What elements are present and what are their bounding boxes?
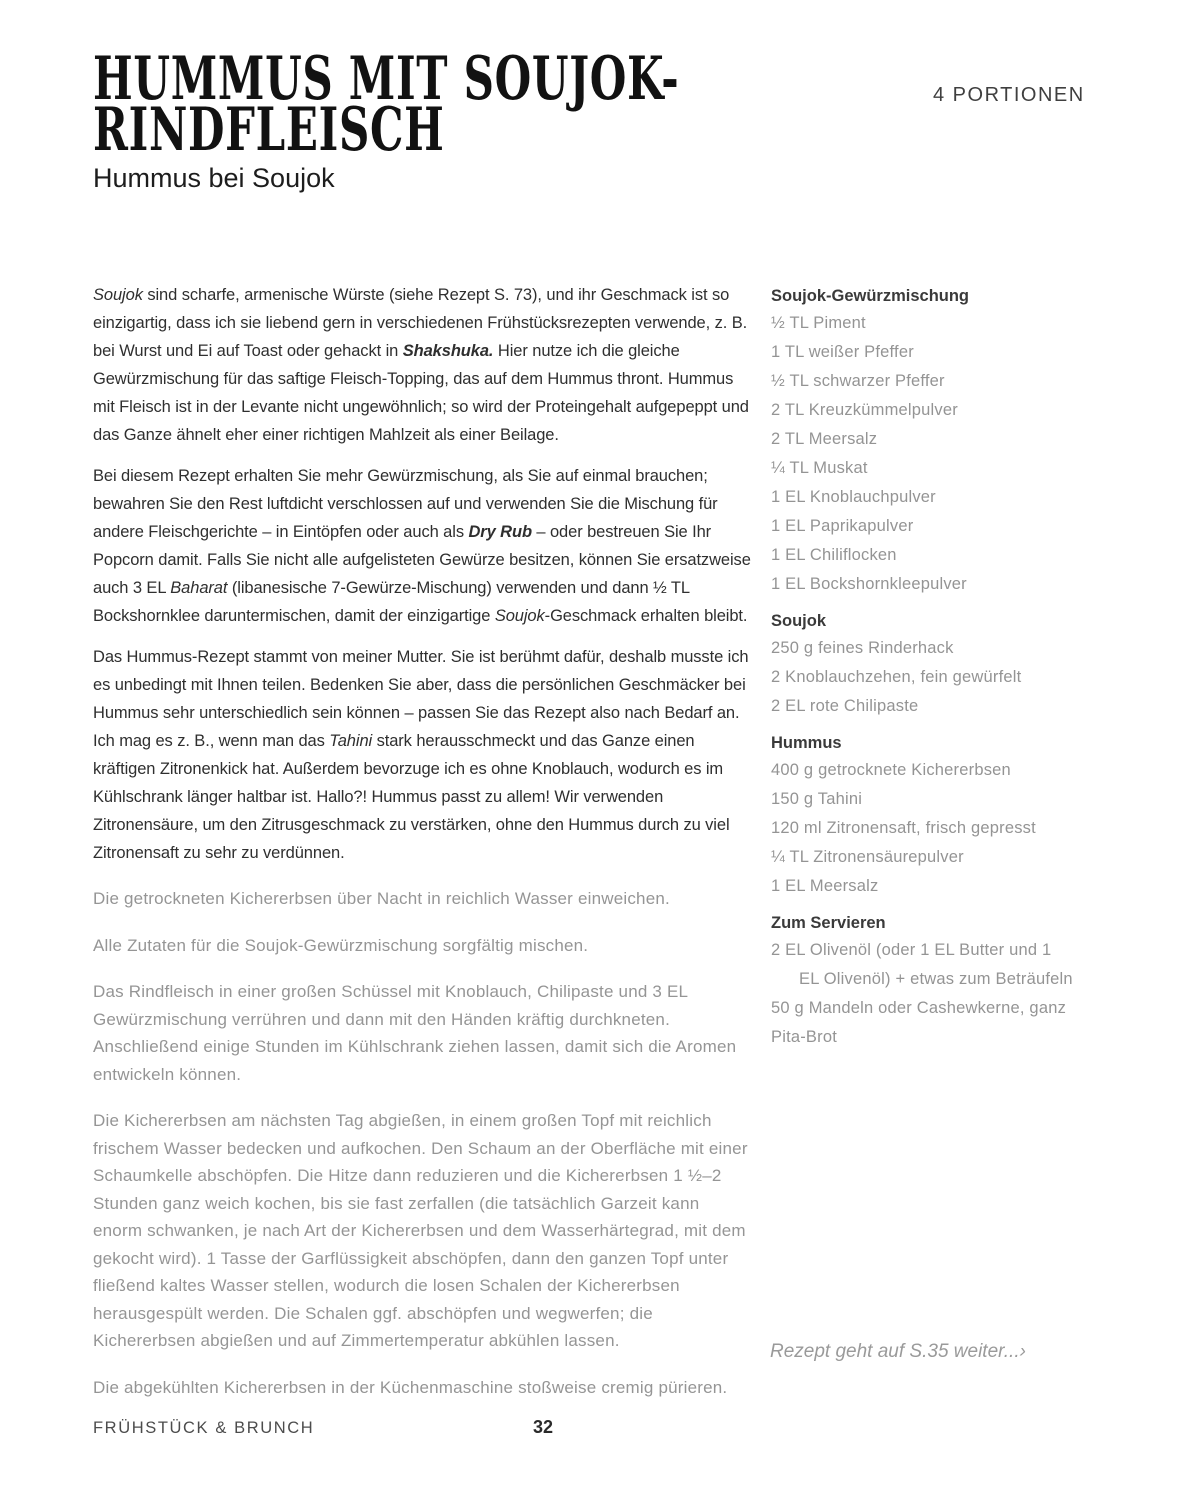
ingredient-item: 120 ml Zitronensaft, frisch gepresst <box>771 819 1036 837</box>
ingredient-item: 1 EL Chiliflocken <box>771 546 897 564</box>
ingredient-item: 1 EL Meersalz <box>771 877 879 895</box>
ingredient-section <box>771 730 1073 901</box>
ingredient-section <box>771 910 1073 1052</box>
recipe-title-line-2: RINDFLEISCH <box>93 95 445 165</box>
ingredient-item: 1 EL Knoblauchpulver <box>771 488 936 506</box>
recipe-subtitle: Hummus bei Soujok <box>93 163 335 193</box>
ingredient-item: 2 EL rote Chilipaste <box>771 697 919 715</box>
intro-paragraph: Soujok sind scharfe, armenische Würste (siehe Rezept S. 73), und ihr Geschmack ist so einzigartig, dass ich sie liebend gern in verschiedenen Frühstücksrezepten verwende, z. B. bei Wurst und Ei auf Toast oder gehackt in Shakshuka. Hier nutze ich die gleiche Gewürzmischung für das saftige Fleisch-Topping, das auf dem Hummus thront. Hummus mit Fleisch ist in der Levante nicht ungewöhnlich; so wird der Proteingehalt aufgepeppt und das Ganze ähnelt eher einer richtigen Mahlzeit als einer Beilage. <box>93 286 749 444</box>
ingredient-section-heading: Zum Servieren <box>771 914 886 932</box>
ingredient-item: 400 g getrocknete Kichererbsen <box>771 761 1011 779</box>
ingredient-item: 1 EL Paprikapulver <box>771 517 914 535</box>
page-number: 32 <box>533 1417 554 1437</box>
recipe-title <box>93 44 931 165</box>
instruction-paragraph: Das Rindfleisch in einer großen Schüssel mit Knoblauch, Chilipaste und 3 EL Gewürzmischung verrühren und dann mit den Händen kräftig durchkneten. Anschließend einige Stunden im Kühlschrank ziehen lassen, damit sich die Aromen entwickeln können. <box>93 982 737 1084</box>
ingredient-item: Pita-Brot <box>771 1028 837 1046</box>
ingredient-item: 2 EL Olivenöl (oder 1 EL Butter und 1 EL Olivenöl) + etwas zum Beträufeln <box>771 941 1073 988</box>
ingredients-column <box>771 283 1073 1061</box>
instruction-paragraph: Die abgekühlten Kichererbsen in der Küchenmaschine stoßweise cremig pürieren. <box>93 1377 728 1397</box>
ingredient-section-heading: Soujok <box>771 612 827 630</box>
body-column <box>93 281 753 1420</box>
ingredient-section-heading: Soujok-Gewürzmischung <box>771 287 970 305</box>
ingredient-item: ½ TL schwarzer Pfeffer <box>771 372 945 390</box>
ingredient-item: 2 TL Kreuzkümmelpulver <box>771 401 958 419</box>
page-header <box>93 44 931 193</box>
instruction-paragraphs <box>93 885 753 1401</box>
ingredient-item: ½ TL Piment <box>771 314 866 332</box>
ingredient-item: 1 TL weißer Pfeffer <box>771 343 914 361</box>
ingredient-item: 2 Knoblauchzehen, fein gewürfelt <box>771 668 1022 686</box>
continuation-note: Rezept geht auf S.35 weiter...› <box>770 1341 1026 1362</box>
ingredient-item: 250 g feines Rinderhack <box>771 639 954 657</box>
footer-section-label: FRÜHSTÜCK & BRUNCH <box>93 1419 315 1437</box>
intro-paragraph: Bei diesem Rezept erhalten Sie mehr Gewürzmischung, als Sie auf einmal brauchen; bewahren Sie den Rest luftdicht verschlossen auf und verwenden Sie die Mischung für andere Fleischgerichte – in Eintöpfen oder auch als Dry Rub – oder bestreuen Sie Ihr Popcorn damit. Falls Sie nicht alle aufgelisteten Gewürze besitzen, können Sie ersatzweise auch 3 EL Baharat (libanesische 7-Gewürze-Mischung) verwenden und dann ½ TL Bockshornklee daruntermischen, damit der einzigartige Soujok-Geschmack erhalten bleibt. <box>93 467 751 625</box>
ingredient-item: 150 g Tahini <box>771 790 863 808</box>
ingredient-section <box>771 283 1073 599</box>
intro-paragraphs <box>93 281 753 867</box>
ingredient-section-heading: Hummus <box>771 734 842 752</box>
instruction-paragraph: Die getrockneten Kichererbsen über Nacht in reichlich Wasser einweichen. <box>93 889 670 908</box>
ingredient-item: 50 g Mandeln oder Cashewkerne, ganz <box>771 999 1067 1017</box>
ingredient-item: ¼ TL Zitronensäurepulver <box>771 848 964 866</box>
ingredient-item: 2 TL Meersalz <box>771 430 878 448</box>
portions-label: 4 PORTIONEN <box>933 84 1085 106</box>
ingredient-section <box>771 608 1073 721</box>
instruction-paragraph: Alle Zutaten für die Soujok-Gewürzmischung sorgfältig mischen. <box>93 935 589 955</box>
instruction-paragraph: Die Kichererbsen am nächsten Tag abgießen, in einem großen Topf mit reichlich frischem Wasser bedecken und aufkochen. Den Schaum an der Oberfläche mit einer Schaumkelle abschöpfen. Die Hitze dann reduzieren und die Kichererbsen 1 ½–2 Stunden ganz weich kochen, bis sie fast zerfallen (die tatsächlich Garzeit kann enorm schwanken, je nach Art der Kichererbsen und dem Wasserhärtegrad, mit dem gekocht wird). 1 Tasse der Garflüssigkeit abschöpfen, dann den ganzen Topf unter fließend kaltes Wasser stellen, wodurch die losen Schalen der Kichererbsen herausgespült werden. Die Schalen ggf. abschöpfen und wegwerfen; die Kichererbsen abgießen und auf Zimmertemperatur abkühlen lassen. <box>93 1111 748 1350</box>
ingredient-item: ¼ TL Muskat <box>771 459 868 477</box>
recipe-title-line-1: HUMMUS MIT SOUJOK- <box>93 44 680 114</box>
intro-paragraph: Das Hummus-Rezept stammt von meiner Mutter. Sie ist berühmt dafür, deshalb musste ich es unbedingt mit Ihnen teilen. Bedenken Sie aber, dass die persönlichen Geschmäcker bei Hummus sehr unterschiedlich sein können – passen Sie das Rezept also nach Bedarf an. Ich mag es z. B., wenn man das Tahini stark herausschmeckt und das Ganze einen kräftigen Zitronenkick hat. Außerdem bevorzuge ich es ohne Knoblauch, wodurch es im Kühlschrank länger haltbar ist. Hallo?! Hummus passt zu allem! Wir verwenden Zitronensäure, um den Zitrusgeschmack zu verstärken, ohne den Hummus durch zu viel Zitronensaft zu sehr zu verdünnen. <box>93 648 749 862</box>
ingredient-item: 1 EL Bockshornkleepulver <box>771 575 967 593</box>
